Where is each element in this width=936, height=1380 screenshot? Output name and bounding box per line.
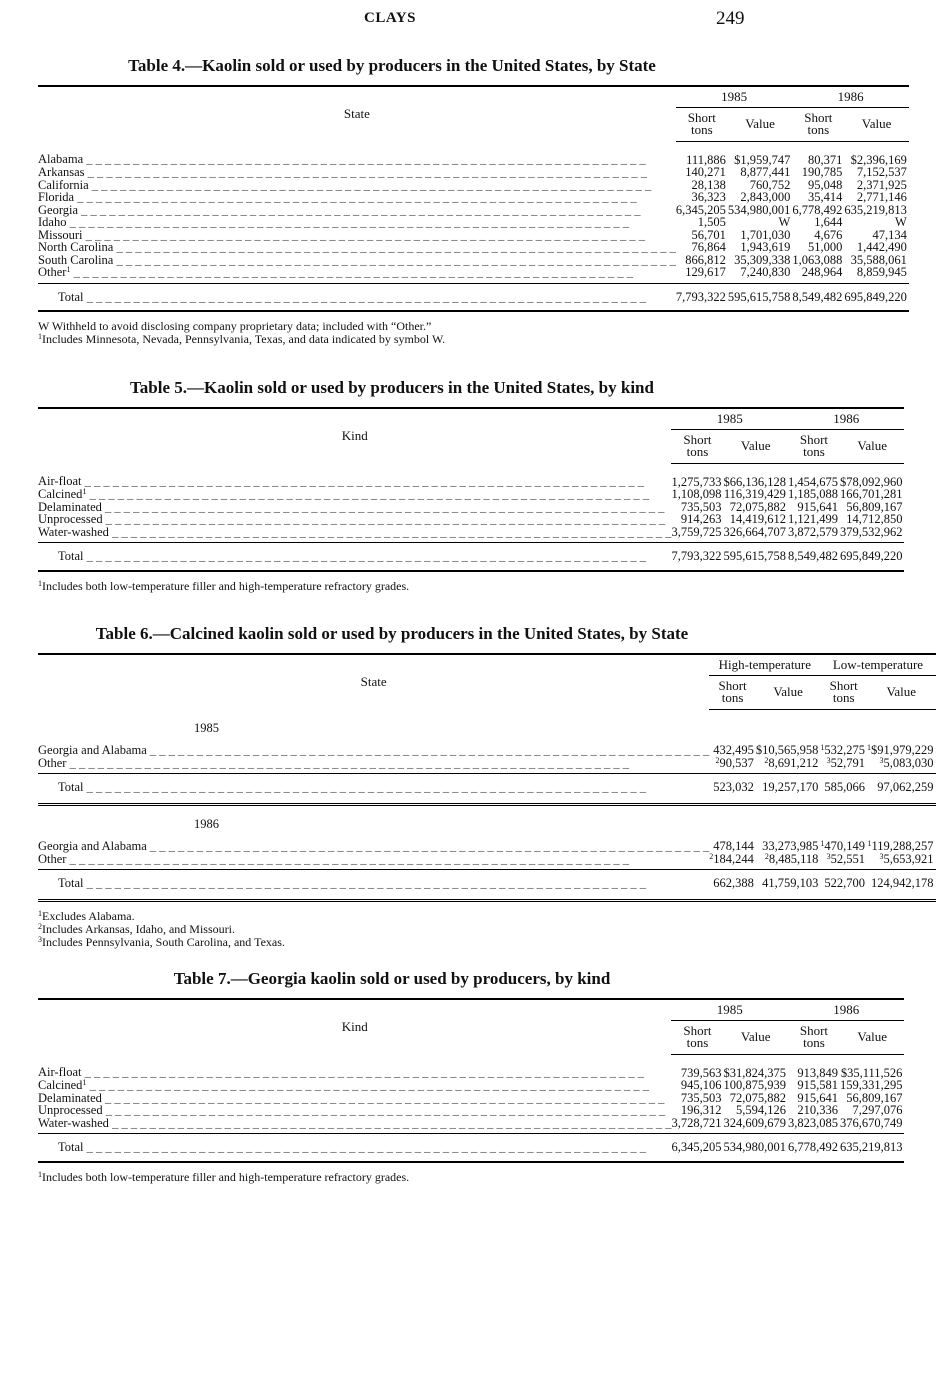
table-cell: 4,676 xyxy=(814,227,843,242)
table-cell: $^3$52,551 xyxy=(826,851,866,866)
table-cell: $^3$5,083,030 xyxy=(879,755,934,770)
table-cell: 915,641 xyxy=(797,499,838,514)
table-cell: 41,759,103 xyxy=(756,870,821,901)
column-header: Value xyxy=(723,429,788,463)
table-cell: 196,312 xyxy=(680,1103,722,1117)
table-cell: 5,594,126 xyxy=(735,1103,786,1117)
table-cell: 376,670,749 xyxy=(839,1115,903,1130)
table-cell: 6,778,492 xyxy=(792,202,843,217)
table-cell: W xyxy=(778,215,791,229)
table-cell: 913,849 xyxy=(797,1065,838,1080)
table-footnotes xyxy=(38,580,746,593)
footnote: W Withheld to avoid disclosing company proprietary data; included with “Other.” xyxy=(38,319,432,333)
table-5-grid xyxy=(38,407,904,572)
row-label: Idaho _ _ _ _ _ _ _ _ _ _ _ _ _ _ _ _ _ _ _ _ _ _ _ _ _ _ _ _ _ _ _ _ _ _ _ _ _ _ _ _ _ _ _ _ _ _ _ _ _ _ _ _ _ _ _ _ _ _ _ _ xyxy=(38,215,629,229)
row-label: Calcined$^1$ _ _ _ _ _ _ _ _ _ _ _ _ _ _ _ _ _ _ _ _ _ _ _ _ _ _ _ _ _ _ _ _ _ _ _ _ _ _ _ _ _ _ _ _ _ _ _ _ _ _ _ _ _ _ _ _ _ _ _ _ xyxy=(38,487,649,501)
footnote: $^3$Includes Pennsylvania, South Carolina, and Texas. xyxy=(38,934,285,949)
table-cell: 35,414 xyxy=(807,190,843,204)
table-4-grid xyxy=(38,85,909,312)
table-title: Table 4.—Kaolin sold or used by producers in the United States, by State xyxy=(128,56,656,75)
table-cell: 72,075,882 xyxy=(729,499,786,514)
table-footnotes xyxy=(38,1171,746,1184)
table-cell: 76,864 xyxy=(691,240,726,254)
table-cell: $^2$90,537 xyxy=(715,755,754,770)
footnote: $^1$Includes Minnesota, Nevada, Pennsylvania, Texas, and data indicated by symbol W. xyxy=(38,332,446,346)
year-section-row xyxy=(38,709,936,744)
table-cell: $^2$184,244 xyxy=(709,851,754,866)
column-header: Value xyxy=(756,675,821,709)
table-cell: $^2$8,485,118 xyxy=(764,851,819,866)
table-footnotes xyxy=(38,320,746,346)
table-cell: 129,617 xyxy=(685,265,726,279)
table-cell: 56,809,167 xyxy=(846,1090,903,1105)
table-cell: $78,092,960 xyxy=(839,474,903,489)
table-cell: 945,106 xyxy=(680,1078,722,1092)
table-cell: 324,609,679 xyxy=(723,1115,786,1130)
table-cell: 159,331,295 xyxy=(839,1078,903,1092)
column-header: Short tons xyxy=(788,429,840,463)
table-row xyxy=(38,853,936,870)
table-7-grid xyxy=(38,998,904,1163)
table-cell: 56,701 xyxy=(691,227,726,242)
table-cell: 6,345,205 xyxy=(671,1134,723,1162)
table-cell: 47,134 xyxy=(872,227,907,242)
table-cell: 51,000 xyxy=(807,240,843,254)
table-cell: 80,371 xyxy=(807,152,843,167)
table-cell: 1,454,675 xyxy=(787,474,838,489)
table-cell: 635,219,813 xyxy=(844,202,907,217)
year-section-row xyxy=(38,804,936,840)
table-cell: 19,257,170 xyxy=(756,774,821,805)
table-cell: 33,273,985 xyxy=(762,839,819,853)
column-header: Short tons xyxy=(792,107,844,141)
table-cell: 379,532,962 xyxy=(839,524,903,539)
row-label: Arkansas _ _ _ _ _ _ _ _ _ _ _ _ _ _ _ _ _ _ _ _ _ _ _ _ _ _ _ _ _ _ _ _ _ _ _ _ _ _ _ _ _ _ _ _ _ _ _ _ _ _ _ _ _ _ _ _ _ _ _ _ xyxy=(38,165,648,179)
table-cell: 248,964 xyxy=(801,265,843,279)
table-title: Table 5.—Kaolin sold or used by producers in the United States, by kind xyxy=(130,378,654,397)
footnote: $^1$Includes both low-temperature filler and high-temperature refractory grades. xyxy=(38,1169,410,1184)
table-cell: 695,849,220 xyxy=(840,543,905,571)
table-cell: 2,843,000 xyxy=(740,190,791,204)
stub-header: State xyxy=(38,654,709,709)
row-label: Delaminated _ _ _ _ _ _ _ _ _ _ _ _ _ _ _ _ _ _ _ _ _ _ _ _ _ _ _ _ _ _ _ _ _ _ _ _ _ _ _ _ _ _ _ _ _ _ _ _ _ _ _ _ _ _ _ _ _ _ _ _ xyxy=(38,499,665,514)
table-cell: 915,581 xyxy=(797,1078,838,1092)
row-label: Other _ _ _ _ _ _ _ _ _ _ _ _ _ _ _ _ _ _ _ _ _ _ _ _ _ _ _ _ _ _ _ _ _ _ _ _ _ _ _ _ _ _ _ _ _ _ _ _ _ _ _ _ _ _ _ _ _ _ _ _ xyxy=(38,755,629,770)
column-header: Value xyxy=(844,107,909,141)
table-cell: 95,048 xyxy=(807,177,843,192)
table-cell: 116,319,429 xyxy=(723,487,786,501)
table-cell: 695,849,220 xyxy=(844,283,909,311)
column-header: Short tons xyxy=(676,107,728,141)
footnote: $^1$Includes both low-temperature filler and high-temperature refractory grades. xyxy=(38,578,410,593)
row-label: Georgia and Alabama _ _ _ _ _ _ _ _ _ _ _ _ _ _ _ _ _ _ _ _ _ _ _ _ _ _ _ _ _ _ _ _ _ _ _ _ _ _ _ _ _ _ _ _ _ _ _ _ _ _ _ _ _ _ _ _ _ _ _ _ xyxy=(38,839,710,853)
table-title: Table 6.—Calcined kaolin sold or used by producers in the United States, by State xyxy=(95,624,689,643)
table-cell: $^3$52,791 xyxy=(826,755,866,770)
year-header: 1986 xyxy=(788,999,905,1020)
table-cell: 190,785 xyxy=(801,165,843,179)
table-6-grid xyxy=(38,653,936,902)
year-header: 1986 xyxy=(792,86,909,107)
table-cell: 1,121,499 xyxy=(787,512,838,526)
table-cell: $35,111,526 xyxy=(840,1065,903,1080)
stub-header: Kind xyxy=(38,999,671,1054)
table-cell: 7,152,537 xyxy=(856,165,907,179)
year-header: 1985 xyxy=(671,999,788,1020)
table-cell: 760,752 xyxy=(749,177,791,192)
table-cell: 534,980,001 xyxy=(723,1134,788,1162)
table-cell: 635,219,813 xyxy=(840,1134,905,1162)
table-cell: 35,588,061 xyxy=(850,252,907,267)
table-cell: 166,701,281 xyxy=(839,487,903,501)
table-cell: 8,859,945 xyxy=(856,265,907,279)
column-header: Short tons xyxy=(709,675,756,709)
table-6 xyxy=(38,624,934,949)
table-cell: 595,615,758 xyxy=(723,543,788,571)
table-cell: 8,549,482 xyxy=(788,543,840,571)
total-row xyxy=(38,870,936,901)
table-cell: 140,271 xyxy=(685,165,726,179)
table-footnotes xyxy=(38,910,746,949)
total-row xyxy=(38,774,936,805)
table-cell: 210,336 xyxy=(797,1103,838,1117)
total-row xyxy=(38,283,909,311)
table-cell: $^1$470,149 xyxy=(820,839,866,853)
table-row xyxy=(38,266,909,279)
table-cell: 97,062,259 xyxy=(867,774,936,805)
table-cell: 735,503 xyxy=(680,1090,722,1105)
row-label: Florida _ _ _ _ _ _ _ _ _ _ _ _ _ _ _ _ _ _ _ _ _ _ _ _ _ _ _ _ _ _ _ _ _ _ _ _ _ _ _ _ _ _ _ _ _ _ _ _ _ _ _ _ _ _ _ _ _ _ _ _ xyxy=(38,190,637,204)
table-cell: $10,565,958 xyxy=(755,743,819,757)
table-cell: 1,063,088 xyxy=(792,252,843,267)
table-cell: 1,644 xyxy=(814,215,843,229)
table-cell: 1,943,619 xyxy=(740,240,791,254)
section-year: 1985 xyxy=(194,720,219,735)
table-cell: 326,664,707 xyxy=(723,524,786,539)
column-header: Short tons xyxy=(671,429,723,463)
row-label: Calcined$^1$ _ _ _ _ _ _ _ _ _ _ _ _ _ _ _ _ _ _ _ _ _ _ _ _ _ _ _ _ _ _ _ _ _ _ _ _ _ _ _ _ _ _ _ _ _ _ _ _ _ _ _ _ _ _ _ _ _ _ _ _ xyxy=(38,1078,649,1092)
row-label: Total _ _ _ _ _ _ _ _ _ _ _ _ _ _ _ _ _ _ _ _ _ _ _ _ _ _ _ _ _ _ _ _ _ _ _ _ _ _ _ _ _ _ _ _ _ _ _ _ _ _ _ _ _ _ _ _ _ _ _ _ xyxy=(38,774,709,805)
row-label: Total _ _ _ _ _ _ _ _ _ _ _ _ _ _ _ _ _ _ _ _ _ _ _ _ _ _ _ _ _ _ _ _ _ _ _ _ _ _ _ _ _ _ _ _ _ _ _ _ _ _ _ _ _ _ _ _ _ _ _ _ xyxy=(38,543,671,571)
table-5 xyxy=(38,378,903,593)
table-cell: $66,136,128 xyxy=(723,474,786,489)
table-cell: 2,771,146 xyxy=(856,190,907,204)
table-cell: 3,728,721 xyxy=(671,1115,722,1130)
table-row xyxy=(38,141,909,166)
table-cell: 1,108,098 xyxy=(671,487,722,501)
total-row xyxy=(38,1134,904,1162)
table-cell: $2,396,169 xyxy=(850,152,907,167)
row-label: Unprocessed _ _ _ _ _ _ _ _ _ _ _ _ _ _ _ _ _ _ _ _ _ _ _ _ _ _ _ _ _ _ _ _ _ _ _ _ _ _ _ _ _ _ _ _ _ _ _ _ _ _ _ _ _ _ _ _ _ _ _ _ xyxy=(38,1103,666,1117)
table-cell: 735,503 xyxy=(680,499,722,514)
table-cell: 1,505 xyxy=(697,215,726,229)
page-header xyxy=(0,8,853,30)
row-label: South Carolina _ _ _ _ _ _ _ _ _ _ _ _ _ _ _ _ _ _ _ _ _ _ _ _ _ _ _ _ _ _ _ _ _ _ _ _ _ _ _ _ _ _ _ _ _ _ _ _ _ _ _ _ _ _ _ _ _ _ _ _ xyxy=(38,252,676,267)
group-header: High-temperature xyxy=(709,654,820,675)
total-row xyxy=(38,543,904,571)
table-cell: $^1$119,288,257 xyxy=(867,839,934,853)
footnote: $^1$Excludes Alabama. xyxy=(38,908,135,923)
row-label: Unprocessed _ _ _ _ _ _ _ _ _ _ _ _ _ _ _ _ _ _ _ _ _ _ _ _ _ _ _ _ _ _ _ _ _ _ _ _ _ _ _ _ _ _ _ _ _ _ _ _ _ _ _ _ _ _ _ _ _ _ _ _ xyxy=(38,512,666,526)
table-cell: 14,712,850 xyxy=(846,512,903,526)
table-title: Table 7.—Georgia kaolin sold or used by producers, by kind xyxy=(173,969,611,988)
table-cell: 534,980,001 xyxy=(727,202,791,217)
row-label: Total _ _ _ _ _ _ _ _ _ _ _ _ _ _ _ _ _ _ _ _ _ _ _ _ _ _ _ _ _ _ _ _ _ _ _ _ _ _ _ _ _ _ _ _ _ _ _ _ _ _ _ _ _ _ _ _ _ _ _ _ xyxy=(38,283,676,311)
year-header: 1986 xyxy=(788,408,905,429)
table-cell: 14,419,612 xyxy=(729,512,786,526)
table-cell: 432,495 xyxy=(713,743,754,757)
table-cell: $1,959,747 xyxy=(734,152,791,167)
table-cell: 6,778,492 xyxy=(788,1134,840,1162)
table-cell: 522,700 xyxy=(820,870,867,901)
table-cell: $^1$\$91,979,229 xyxy=(867,743,934,757)
table-cell: $31,824,375 xyxy=(723,1065,786,1080)
table-7 xyxy=(38,969,903,1184)
row-label: North Carolina _ _ _ _ _ _ _ _ _ _ _ _ _ _ _ _ _ _ _ _ _ _ _ _ _ _ _ _ _ _ _ _ _ _ _ _ _ _ _ _ _ _ _ _ _ _ _ _ _ _ _ _ _ _ _ _ _ _ _ _ xyxy=(38,240,676,254)
row-label: California _ _ _ _ _ _ _ _ _ _ _ _ _ _ _ _ _ _ _ _ _ _ _ _ _ _ _ _ _ _ _ _ _ _ _ _ _ _ _ _ _ _ _ _ _ _ _ _ _ _ _ _ _ _ _ _ _ _ _ _ xyxy=(38,177,652,192)
table-cell: $^3$5,653,921 xyxy=(879,851,934,866)
column-header: Value xyxy=(840,429,905,463)
column-header: Value xyxy=(728,107,793,141)
column-header: Value xyxy=(723,1020,788,1054)
running-head: CLAYS xyxy=(364,10,416,26)
row-label: Air-float _ _ _ _ _ _ _ _ _ _ _ _ _ _ _ _ _ _ _ _ _ _ _ _ _ _ _ _ _ _ _ _ _ _ _ _ _ _ _ _ _ _ _ _ _ _ _ _ _ _ _ _ _ _ _ _ _ _ _ _ xyxy=(38,1065,644,1080)
table-cell: 1,185,088 xyxy=(787,487,838,501)
table-cell: 915,641 xyxy=(797,1090,838,1105)
page-number: 249 xyxy=(716,8,745,29)
row-label: Total _ _ _ _ _ _ _ _ _ _ _ _ _ _ _ _ _ _ _ _ _ _ _ _ _ _ _ _ _ _ _ _ _ _ _ _ _ _ _ _ _ _ _ _ _ _ _ _ _ _ _ _ _ _ _ _ _ _ _ _ xyxy=(38,1134,671,1162)
column-header: Value xyxy=(840,1020,905,1054)
row-label: Water-washed _ _ _ _ _ _ _ _ _ _ _ _ _ _ _ _ _ _ _ _ _ _ _ _ _ _ _ _ _ _ _ _ _ _ _ _ _ _ _ _ _ _ _ _ _ _ _ _ _ _ _ _ _ _ _ _ _ _ _ _ xyxy=(38,1115,672,1130)
row-label: Other _ _ _ _ _ _ _ _ _ _ _ _ _ _ _ _ _ _ _ _ _ _ _ _ _ _ _ _ _ _ _ _ _ _ _ _ _ _ _ _ _ _ _ _ _ _ _ _ _ _ _ _ _ _ _ _ _ _ _ _ xyxy=(38,851,629,866)
row-label: Water-washed _ _ _ _ _ _ _ _ _ _ _ _ _ _ _ _ _ _ _ _ _ _ _ _ _ _ _ _ _ _ _ _ _ _ _ _ _ _ _ _ _ _ _ _ _ _ _ _ _ _ _ _ _ _ _ _ _ _ _ _ xyxy=(38,524,672,539)
table-cell: 2,371,925 xyxy=(856,177,907,192)
table-cell: 6,345,205 xyxy=(675,202,726,217)
table-cell: 36,323 xyxy=(691,190,726,204)
stub-header: State xyxy=(38,86,676,141)
year-header: 1985 xyxy=(671,408,788,429)
row-label: Delaminated _ _ _ _ _ _ _ _ _ _ _ _ _ _ _ _ _ _ _ _ _ _ _ _ _ _ _ _ _ _ _ _ _ _ _ _ _ _ _ _ _ _ _ _ _ _ _ _ _ _ _ _ _ _ _ _ _ _ _ _ xyxy=(38,1090,665,1105)
table-row xyxy=(38,463,904,488)
table-cell: 7,793,322 xyxy=(676,283,728,311)
table-cell: 739,563 xyxy=(680,1065,722,1080)
column-header: Value xyxy=(867,675,936,709)
table-cell: 56,809,167 xyxy=(846,499,903,514)
table-cell: 3,872,579 xyxy=(787,524,838,539)
table-cell: 7,297,076 xyxy=(852,1103,903,1117)
footnote: $^2$Includes Arkansas, Idaho, and Missouri. xyxy=(38,921,235,936)
table-cell: 1,701,030 xyxy=(740,227,791,242)
table-cell: 1,275,733 xyxy=(671,474,722,489)
table-cell: 8,877,441 xyxy=(740,165,791,179)
year-header: 1985 xyxy=(676,86,793,107)
table-cell: 72,075,882 xyxy=(729,1090,786,1105)
column-header: Short tons xyxy=(788,1020,840,1054)
table-row xyxy=(38,1117,904,1130)
table-cell: 28,138 xyxy=(691,177,726,192)
table-cell: 7,793,322 xyxy=(671,543,723,571)
table-cell: 124,942,178 xyxy=(867,870,936,901)
row-label: Alabama _ _ _ _ _ _ _ _ _ _ _ _ _ _ _ _ _ _ _ _ _ _ _ _ _ _ _ _ _ _ _ _ _ _ _ _ _ _ _ _ _ _ _ _ _ _ _ _ _ _ _ _ _ _ _ _ _ _ _ _ xyxy=(38,152,646,167)
table-row xyxy=(38,526,904,539)
table-cell: 35,309,338 xyxy=(734,252,791,267)
table-cell: 100,875,939 xyxy=(723,1078,786,1092)
table-cell: 478,144 xyxy=(713,839,754,853)
row-label: Missouri _ _ _ _ _ _ _ _ _ _ _ _ _ _ _ _ _ _ _ _ _ _ _ _ _ _ _ _ _ _ _ _ _ _ _ _ _ _ _ _ _ _ _ _ _ _ _ _ _ _ _ _ _ _ _ _ _ _ _ _ xyxy=(38,227,645,242)
table-row xyxy=(38,1054,904,1079)
row-label: Total _ _ _ _ _ _ _ _ _ _ _ _ _ _ _ _ _ _ _ _ _ _ _ _ _ _ _ _ _ _ _ _ _ _ _ _ _ _ _ _ _ _ _ _ _ _ _ _ _ _ _ _ _ _ _ _ _ _ _ _ xyxy=(38,870,709,901)
table-cell: 595,615,758 xyxy=(728,283,793,311)
group-header: Low-temperature xyxy=(820,654,935,675)
table-row xyxy=(38,757,936,774)
table-cell: 585,066 xyxy=(820,774,867,805)
row-label: Other$^1$ _ _ _ _ _ _ _ _ _ _ _ _ _ _ _ _ _ _ _ _ _ _ _ _ _ _ _ _ _ _ _ _ _ _ _ _ _ _ _ _ _ _ _ _ _ _ _ _ _ _ _ _ _ _ _ _ _ _ _ _ xyxy=(38,265,633,279)
table-cell: 866,812 xyxy=(685,252,726,267)
table-cell: $^2$8,691,212 xyxy=(764,755,819,770)
table-cell: 7,240,830 xyxy=(740,265,791,279)
table-cell: 914,263 xyxy=(680,512,722,526)
column-header: Short tons xyxy=(820,675,867,709)
table-cell: 111,886 xyxy=(686,152,726,167)
table-cell: 8,549,482 xyxy=(792,283,844,311)
row-label: Georgia _ _ _ _ _ _ _ _ _ _ _ _ _ _ _ _ _ _ _ _ _ _ _ _ _ _ _ _ _ _ _ _ _ _ _ _ _ _ _ _ _ _ _ _ _ _ _ _ _ _ _ _ _ _ _ _ _ _ _ _ xyxy=(38,202,641,217)
column-header: Short tons xyxy=(671,1020,723,1054)
table-4 xyxy=(38,56,907,346)
table-cell: 3,759,725 xyxy=(671,524,722,539)
table-cell: 1,442,490 xyxy=(856,240,907,254)
stub-header: Kind xyxy=(38,408,671,463)
row-label: Air-float _ _ _ _ _ _ _ _ _ _ _ _ _ _ _ _ _ _ _ _ _ _ _ _ _ _ _ _ _ _ _ _ _ _ _ _ _ _ _ _ _ _ _ _ _ _ _ _ _ _ _ _ _ _ _ _ _ _ _ _ xyxy=(38,474,644,489)
table-cell: $^1$532,275 xyxy=(820,743,866,757)
table-cell: 662,388 xyxy=(709,870,756,901)
table-cell: 523,032 xyxy=(709,774,756,805)
row-label: Georgia and Alabama _ _ _ _ _ _ _ _ _ _ _ _ _ _ _ _ _ _ _ _ _ _ _ _ _ _ _ _ _ _ _ _ _ _ _ _ _ _ _ _ _ _ _ _ _ _ _ _ _ _ _ _ _ _ _ _ _ _ _ _ xyxy=(38,743,710,757)
table-cell: 3,823,085 xyxy=(787,1115,838,1130)
table-cell: W xyxy=(895,215,907,229)
section-year: 1986 xyxy=(194,816,219,831)
